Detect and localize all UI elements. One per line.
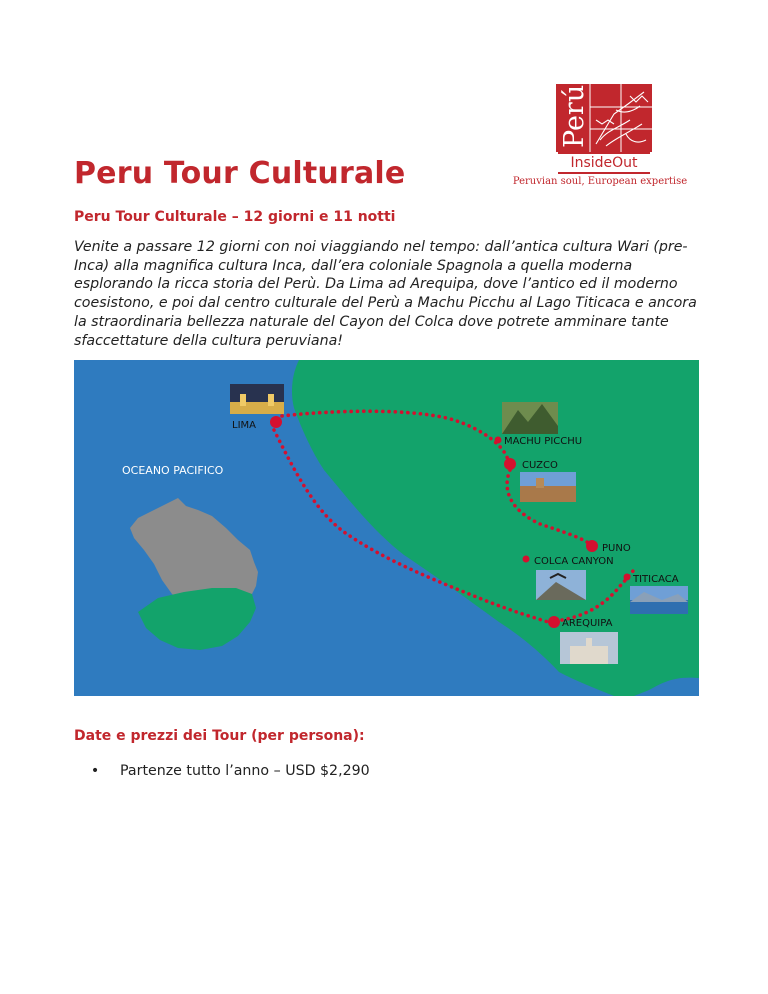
cuzco-photo bbox=[520, 472, 576, 502]
cuzco-marker bbox=[504, 458, 516, 470]
bullet-icon: • bbox=[90, 763, 100, 779]
puno-marker bbox=[586, 540, 598, 552]
logo-tagline: Peruvian soul, European expertise bbox=[512, 176, 688, 187]
logo-mark bbox=[556, 84, 652, 152]
lima-marker bbox=[270, 416, 282, 428]
titicaca-label: TITICACA bbox=[633, 574, 679, 585]
page-title: Peru Tour Culturale bbox=[74, 156, 406, 191]
tour-subtitle: Peru Tour Culturale – 12 giorni e 11 notti bbox=[74, 209, 396, 225]
price-item bbox=[86, 762, 370, 780]
lima-photo bbox=[230, 384, 284, 414]
prices-heading: Date e prezzi dei Tour (per persona): bbox=[74, 728, 365, 744]
company-logo bbox=[512, 84, 688, 194]
ocean-label: OCEANO PACIFICO bbox=[122, 464, 224, 477]
titicaca-marker bbox=[624, 574, 631, 581]
arequipa-label: AREQUIPA bbox=[562, 618, 613, 629]
logo-brand-name: InsideOut bbox=[558, 152, 650, 174]
colca-photo bbox=[536, 570, 586, 600]
titicaca-photo bbox=[630, 586, 688, 614]
cuzco-label: CUZCO bbox=[522, 460, 558, 471]
logo-mark-text: Perú bbox=[559, 84, 590, 148]
machu-picchu-marker bbox=[495, 437, 502, 444]
colca-label: COLCA CANYON bbox=[534, 556, 614, 567]
machu-picchu-label: MACHU PICCHU bbox=[504, 436, 583, 447]
lima-label: LIMA bbox=[232, 420, 256, 431]
arequipa-marker bbox=[548, 616, 560, 628]
route-map bbox=[74, 360, 699, 696]
intro-paragraph: Venite a passare 12 giorni con noi viaggiando nel tempo: dall’antica cultura Wari (pre-Inca) alla magnifica cultura Inca, dall’era coloniale Spagnola a quella moderna esplorando la ricca storia del Perù. Da Lima ad Arequipa, dove l’antico ed il moderno coesistono, e poi dal centro culturale del Perù a Machu Picchu al Lago Titicaca e ancora la straordinaria bellezza naturale del Cayon del Colca dove potrete amminare tante sfaccettature della cultura peruviana! bbox=[74, 239, 697, 349]
prices-list bbox=[86, 762, 370, 780]
machu-picchu-photo bbox=[502, 402, 558, 434]
puno-label: PUNO bbox=[602, 543, 631, 554]
price-item-text: Partenze tutto l’anno – USD $2,290 bbox=[120, 763, 370, 779]
arequipa-photo bbox=[560, 632, 618, 664]
colca-marker bbox=[523, 556, 530, 563]
